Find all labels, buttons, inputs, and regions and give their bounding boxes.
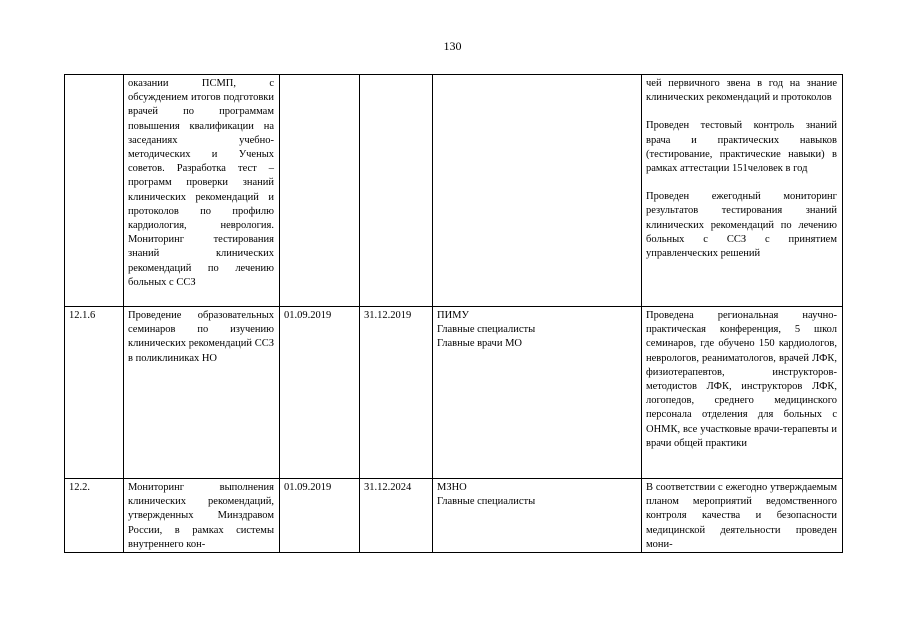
result-cell xyxy=(642,75,843,307)
result-cell xyxy=(642,307,843,479)
result-cell xyxy=(642,479,843,553)
responsible-cell xyxy=(433,75,642,307)
table-row xyxy=(65,75,843,307)
event-cell: Мониторинг выполнения клинических рекомендаций, утвержденных Минздравом России, в рамках системы внутреннего кон- xyxy=(124,479,280,553)
result-paragraph: Проведена региональная научно-практическая конференция, 5 школ семинаров, где обучено 150 кардиологов, неврологов, реаниматологов, врачей ЛФК, физиотерапевтов, инструкторов- методистов ЛФК, инструкторов ЛФК, логопедов, среднего медицинского персонала отделения для больных с ОНМК, все участковые врачи-терапевты и врачи общей практики xyxy=(646,310,837,449)
event-cell: Проведение образовательных семинаров по изучению клинических рекомендаций ССЗ в поликлиниках НО xyxy=(124,307,280,479)
table-row xyxy=(65,307,843,479)
start-date-cell: 01.09.2019 xyxy=(280,479,360,553)
row-number-cell: 12.2. xyxy=(65,479,124,553)
responsible-line: Главные специалисты xyxy=(437,324,536,336)
responsible-line: МЗНО xyxy=(437,482,467,493)
plan-table xyxy=(64,74,843,553)
end-date-cell: 31.12.2024 xyxy=(360,479,433,553)
responsible-cell xyxy=(433,479,642,553)
responsible-line: Главные специалисты xyxy=(437,496,536,508)
responsible-line: ПИМУ xyxy=(437,310,469,321)
end-date-cell: 31.12.2019 xyxy=(360,307,433,479)
result-paragraph: Проведен тестовый контроль знаний врача и практических навыков (тестирование, практические навыки) в рамках аттестации 151человек в год xyxy=(646,120,837,175)
result-paragraph: В соответствии с ежегодно утверждаемым планом мероприятий ведомственного контроля качества и безопасности медицинской деятельности проведен мони- xyxy=(646,482,837,550)
row-number-cell: 12.1.6 xyxy=(65,307,124,479)
start-date-cell xyxy=(280,75,360,307)
responsible-line: Главные врачи МО xyxy=(437,338,522,350)
result-paragraph: чей первичного звена в год на знание клинических рекомендаций и протоколов xyxy=(646,78,837,104)
start-date-cell: 01.09.2019 xyxy=(280,307,360,479)
event-cell: оказании ПСМП, с обсуждением итогов подготовки врачей по программам повышения квалификации на заседаниях учебно-методических и Ученых советов. Разработка тест – программ проверки знаний клинических рекомендаций и протоколов по профилю кардиология, неврология. Мониторинг тестирования знаний клинических рекомендаций по лечению больных с ССЗ xyxy=(124,75,280,307)
page-number: 130 xyxy=(443,39,462,53)
end-date-cell xyxy=(360,75,433,307)
responsible-cell xyxy=(433,307,642,479)
result-paragraph: Проведен ежегодный мониторинг результатов тестирования знаний клинических рекомендаций по лечению больных с ССЗ с принятием управленческих решений xyxy=(646,191,837,260)
row-number-cell xyxy=(65,75,124,307)
table-row xyxy=(65,479,843,553)
